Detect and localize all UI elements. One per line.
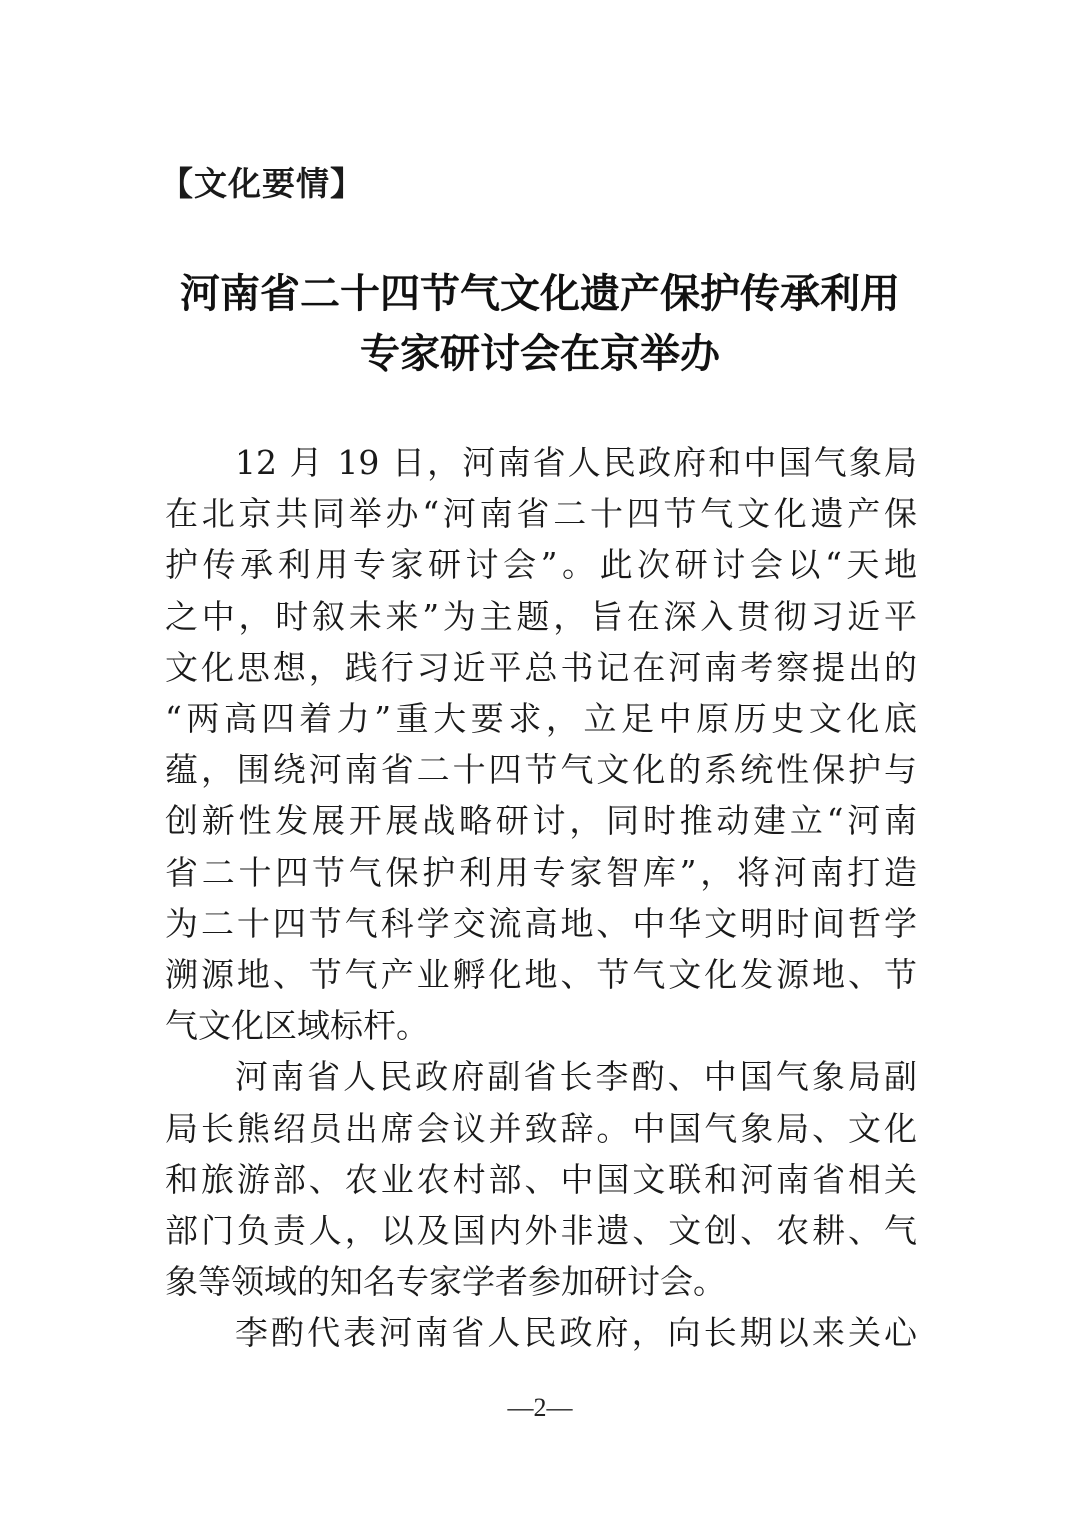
text-line: 河南省人民政府副省长李酌、中国气象局副	[235, 1057, 917, 1097]
paragraph-3	[165, 1307, 917, 1358]
text-line: 和旅游部、农业农村部、中国文联和河南省相关	[165, 1159, 917, 1199]
text-line: 蕴，围绕河南省二十四节气文化的系统性保护与	[165, 750, 917, 790]
text-line: 部门负责人，以及国内外非遗、文创、农耕、气	[165, 1211, 917, 1251]
text-line: 为二十四节气科学交流高地、中华文明时间哲学	[165, 903, 917, 943]
text-line: 12 月 19 日，河南省人民政府和中国气象局	[235, 443, 917, 482]
text-line: 创新性发展开展战略研讨，同时推动建立“河南	[165, 801, 917, 841]
text-line: 象等领域的知名专家学者参加研讨会。	[165, 1262, 726, 1302]
text-line: 在北京共同举办“河南省二十四节气文化遗产保	[165, 494, 917, 534]
page-number: —2—	[507, 1393, 573, 1422]
text-line: 李酌代表河南省人民政府，向长期以来关心	[235, 1313, 917, 1353]
text-line: 局长熊绍员出席会议并致辞。中国气象局、文化	[165, 1108, 917, 1148]
text-line: “两高四着力”重大要求，立足中原历史文化底	[165, 699, 917, 739]
paragraph-2	[165, 1051, 917, 1307]
text-line: 之中，时叙未来”为主题，旨在深入贯彻习近平	[165, 596, 917, 636]
section-tag: 【文化要情】	[160, 164, 364, 203]
article-title-line-2: 专家研讨会在京举办	[360, 330, 720, 377]
text-line: 护传承利用专家研讨会”。此次研讨会以“天地	[165, 545, 917, 585]
text-line: 溯源地、节气产业孵化地、节气文化发源地、节	[165, 955, 917, 995]
paragraph-1	[165, 437, 917, 1051]
article-title-line-1: 河南省二十四节气文化遗产保护传承利用	[180, 270, 900, 317]
article-body	[165, 437, 917, 1359]
text-line: 省二十四节气保护利用专家智库”，将河南打造	[165, 852, 917, 892]
text-line: 文化思想，践行习近平总书记在河南考察提出的	[165, 647, 917, 687]
text-line: 气文化区域标杆。	[165, 1006, 429, 1046]
